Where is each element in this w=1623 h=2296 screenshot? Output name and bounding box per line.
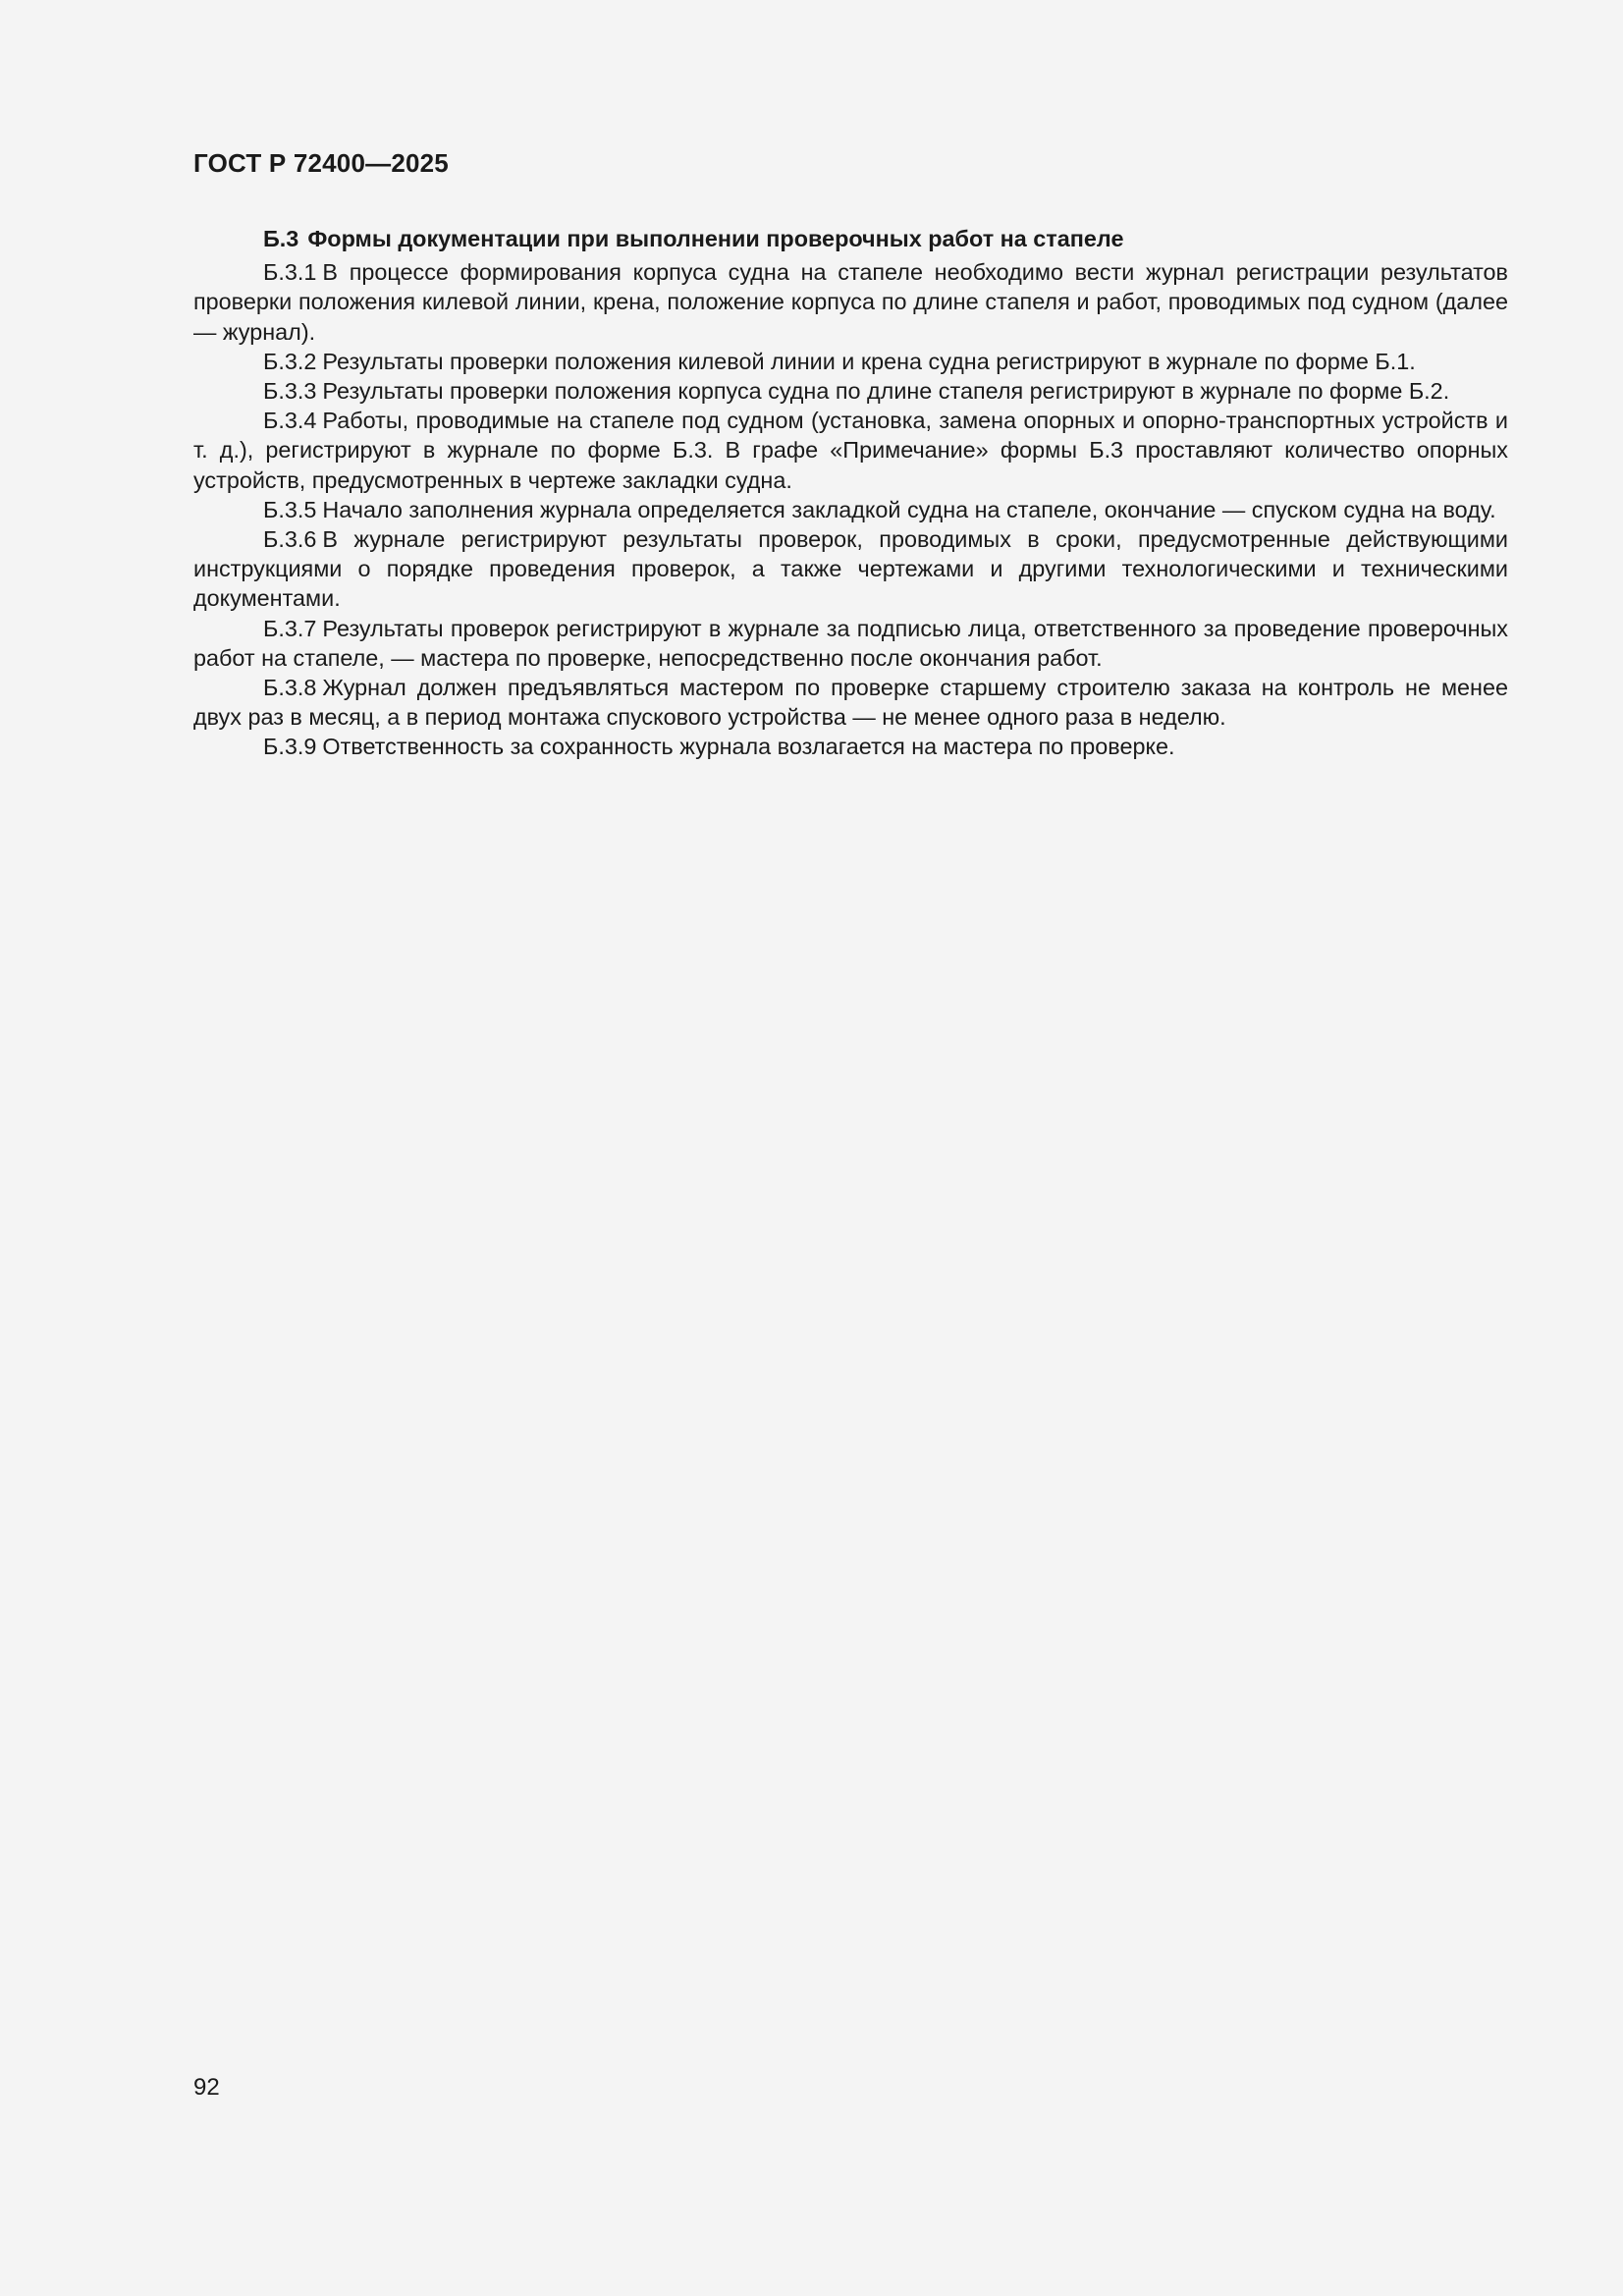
section-title: Формы документации при выполнении проверочных работ на стапеле	[307, 226, 1124, 251]
paragraph-b-3-8	[193, 673, 1508, 732]
paragraph-b-3-1	[193, 257, 1508, 347]
paragraph-number: Б.3.3	[263, 378, 317, 405]
paragraph-b-3-9	[193, 732, 1508, 761]
paragraph-number: Б.3.6	[263, 526, 317, 553]
paragraph-b-3-7	[193, 614, 1508, 673]
paragraph-b-3-5	[193, 495, 1508, 524]
paragraph-number: Б.3.7	[263, 615, 317, 641]
paragraph-text: Журнал должен предъявляться мастером по проверке старшему строителю заказа на контроль не менее двух раз в месяц, а в период монтажа спускового устройства — не менее одного раза в неделю.	[193, 675, 1508, 731]
page-number: 92	[193, 2074, 220, 2101]
paragraph-number: Б.3.8	[263, 675, 317, 701]
document-body	[193, 224, 1508, 762]
paragraph-text: Результаты проверки положения килевой линии и крена судна регистрируют в журнале по форме Б.1.	[322, 348, 1416, 374]
document-code-header: ГОСТ Р 72400—2025	[193, 148, 449, 178]
paragraph-text: Результаты проверки положения корпуса судна по длине стапеля регистрируют в журнале по форме Б.2.	[322, 378, 1450, 405]
paragraph-number: Б.3.2	[263, 348, 317, 374]
paragraph-b-3-2	[193, 347, 1508, 376]
paragraph-number: Б.3.5	[263, 496, 317, 522]
paragraph-text: Работы, проводимые на стапеле под судном (установка, замена опорных и опорно-транспортных устройств и т. д.), регистрируют в журнале по форме Б.3. В графе «Примечание» формы Б.3 проставляют количество опорных устройств, предусмотренных в чертеже закладки судна.	[193, 408, 1508, 493]
paragraph-b-3-3	[193, 376, 1508, 406]
paragraph-text: В процессе формирования корпуса судна на стапеле необходимо вести журнал регистрации результатов проверки положения килевой линии, крена, положение корпуса по длине стапеля и работ, проводимых под судном (далее — журнал).	[193, 259, 1508, 345]
paragraph-b-3-4	[193, 406, 1508, 495]
paragraph-number: Б.3.4	[263, 408, 317, 434]
paragraph-b-3-6	[193, 524, 1508, 614]
paragraph-number: Б.3.9	[263, 734, 317, 760]
paragraph-text: В журнале регистрируют результаты проверок, проводимых в сроки, предусмотренные действующими инструкциями о порядке проведения проверок, а также чертежами и другими технологическими и техническими документами.	[193, 526, 1508, 612]
paragraph-text: Ответственность за сохранность журнала возлагается на мастера по проверке.	[322, 734, 1175, 760]
paragraph-number: Б.3.1	[263, 259, 317, 286]
paragraph-text: Результаты проверок регистрируют в журнале за подписью лица, ответственного за проведение проверочных работ на стапеле, — мастера по проверке, непосредственно после окончания работ.	[193, 615, 1508, 671]
section-number: Б.3	[263, 226, 299, 251]
paragraph-text: Начало заполнения журнала определяется закладкой судна на стапеле, окончание — спуском судна на воду.	[322, 496, 1496, 522]
section-heading	[193, 224, 1508, 253]
